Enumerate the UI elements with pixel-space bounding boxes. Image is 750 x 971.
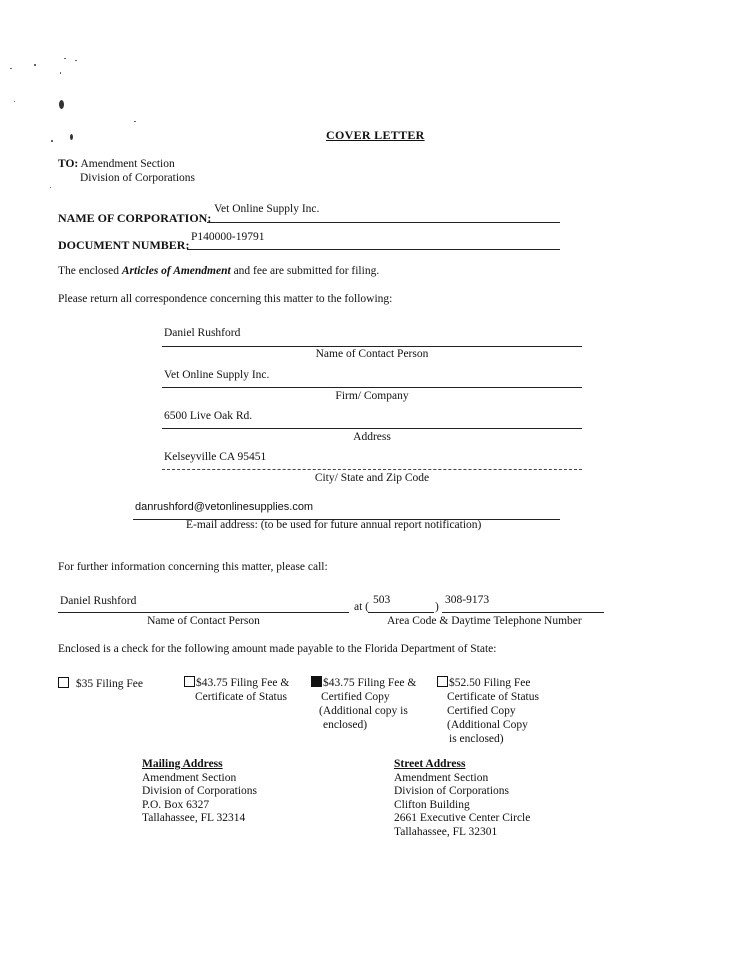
fee-52-50-line-4: (Additional Copy bbox=[447, 719, 528, 731]
scan-speck bbox=[134, 121, 136, 122]
further-info-sentence: For further information concerning this matter, please call: bbox=[58, 561, 328, 573]
phone-number-value: 308-9173 bbox=[445, 594, 490, 606]
fee-35-line-1: $35 Filing Fee bbox=[75, 678, 143, 690]
street-address-heading: Street Address bbox=[394, 758, 466, 770]
fee-43-75-cert-line-1: $43.75 Filing Fee & bbox=[196, 677, 290, 689]
mailing-address-line: Amendment Section bbox=[142, 771, 237, 784]
phone-close-paren: ) bbox=[435, 601, 439, 613]
scan-speck bbox=[70, 134, 73, 140]
to-line-1: Amendment Section bbox=[80, 158, 175, 170]
firm-name: Vet Online Supply Inc. bbox=[164, 369, 270, 381]
street-address-line: Tallahassee, FL 32301 bbox=[394, 825, 498, 838]
page-title: COVER LETTER bbox=[326, 128, 425, 142]
mailing-address-line: Tallahassee, FL 32314 bbox=[142, 812, 246, 824]
street-address-value: 6500 Live Oak Rd. bbox=[164, 410, 253, 422]
city-line bbox=[162, 469, 582, 470]
contact-name: Daniel Rushford bbox=[164, 327, 241, 339]
fee-43-75-copy-line-1: $43.75 Filing Fee & bbox=[323, 677, 417, 689]
document-underline bbox=[187, 249, 560, 250]
enclosed-sentence-before: The enclosed bbox=[58, 265, 122, 277]
corporation-value: Vet Online Supply Inc. bbox=[214, 203, 320, 215]
fee-43-75-copy-line-4: enclosed) bbox=[323, 719, 368, 731]
firm-line bbox=[162, 387, 582, 388]
fee-checkbox-35[interactable] bbox=[58, 677, 69, 688]
fee-43-75-cert-line-2: Certificate of Status bbox=[195, 691, 287, 703]
fee-option-35[interactable] bbox=[58, 677, 143, 691]
fee-43-75-copy-line-3: (Additional copy is bbox=[319, 705, 408, 717]
to-line-2: Division of Corporations bbox=[80, 172, 195, 184]
fee-option-43-75-certificate[interactable] bbox=[184, 676, 289, 704]
contact-name-line bbox=[162, 346, 582, 347]
fee-43-75-copy-line-2: Certified Copy bbox=[321, 691, 390, 703]
fee-52-50-line-2: Certificate of Status bbox=[447, 691, 539, 703]
to-block bbox=[58, 157, 195, 185]
fee-checkbox-43-75-certificate[interactable] bbox=[184, 676, 195, 687]
articles-of-amendment: Articles of Amendment bbox=[121, 265, 231, 277]
fee-checkbox-43-75-certified-copy[interactable] bbox=[311, 676, 322, 687]
scan-speck bbox=[51, 140, 53, 142]
scan-speck bbox=[34, 64, 36, 66]
email-value: danrushford@vetonlinesupplies.com bbox=[135, 501, 314, 513]
enclosed-sentence bbox=[58, 265, 379, 277]
mailing-address-heading: Mailing Address bbox=[142, 758, 223, 770]
scan-speck bbox=[50, 187, 51, 188]
phone-name-caption: Name of Contact Person bbox=[147, 615, 260, 627]
fee-option-43-75-certified-copy[interactable] bbox=[311, 676, 416, 732]
fee-52-50-line-3: Certified Copy bbox=[447, 705, 516, 717]
mailing-address-block bbox=[142, 758, 257, 826]
scan-speck bbox=[60, 72, 61, 74]
to-label: TO: bbox=[58, 158, 79, 170]
document-value: P140000-19791 bbox=[191, 231, 265, 243]
city-caption: City/ State and Zip Code bbox=[314, 472, 430, 484]
phone-number-line bbox=[442, 612, 604, 613]
city-state-zip-value: Kelseyville CA 95451 bbox=[164, 451, 267, 463]
scan-speck bbox=[14, 101, 15, 102]
corporation-label: NAME OF CORPORATION: bbox=[58, 211, 212, 225]
enclosed-sentence-after: and fee are submitted for filing. bbox=[230, 265, 380, 277]
street-address-line: Amendment Section bbox=[394, 771, 489, 784]
email-caption: E-mail address: (to be used for future annual report notification) bbox=[186, 519, 482, 531]
document-label: DOCUMENT NUMBER: bbox=[58, 238, 190, 252]
mailing-address-line: P.O. Box 6327 bbox=[142, 798, 210, 811]
mailing-address-line: Division of Corporations bbox=[142, 785, 257, 797]
firm-caption: Firm/ Company bbox=[335, 390, 409, 402]
fee-52-50-line-5: is enclosed) bbox=[449, 733, 504, 745]
contact-name-caption: Name of Contact Person bbox=[315, 348, 429, 360]
scan-speck bbox=[10, 68, 12, 69]
phone-at-label: at ( bbox=[354, 601, 370, 613]
check-sentence: Enclosed is a check for the following amount made payable to the Florida Department of State: bbox=[58, 643, 497, 655]
street-address-block bbox=[394, 758, 530, 839]
phone-caption: Area Code & Daytime Telephone Number bbox=[387, 615, 582, 627]
street-address-line: Clifton Building bbox=[394, 798, 470, 811]
street-address-line: 2661 Executive Center Circle bbox=[394, 812, 531, 824]
area-code-line bbox=[368, 612, 434, 613]
return-sentence: Please return all correspondence concerning this matter to the following: bbox=[58, 293, 393, 305]
phone-name-line bbox=[58, 612, 349, 613]
scan-speck bbox=[59, 100, 64, 109]
fee-52-50-line-1: $52.50 Filing Fee bbox=[449, 677, 531, 689]
scan-speck bbox=[64, 58, 66, 59]
fee-checkbox-52-50[interactable] bbox=[437, 676, 448, 687]
scan-speck bbox=[75, 60, 77, 61]
corporation-underline bbox=[207, 222, 560, 223]
address-caption: Address bbox=[353, 431, 391, 443]
address-line bbox=[162, 428, 582, 429]
street-address-line: Division of Corporations bbox=[394, 785, 509, 797]
area-code-value: 503 bbox=[373, 594, 391, 606]
fee-option-52-50[interactable] bbox=[437, 676, 539, 746]
phone-contact-name: Daniel Rushford bbox=[60, 595, 137, 607]
